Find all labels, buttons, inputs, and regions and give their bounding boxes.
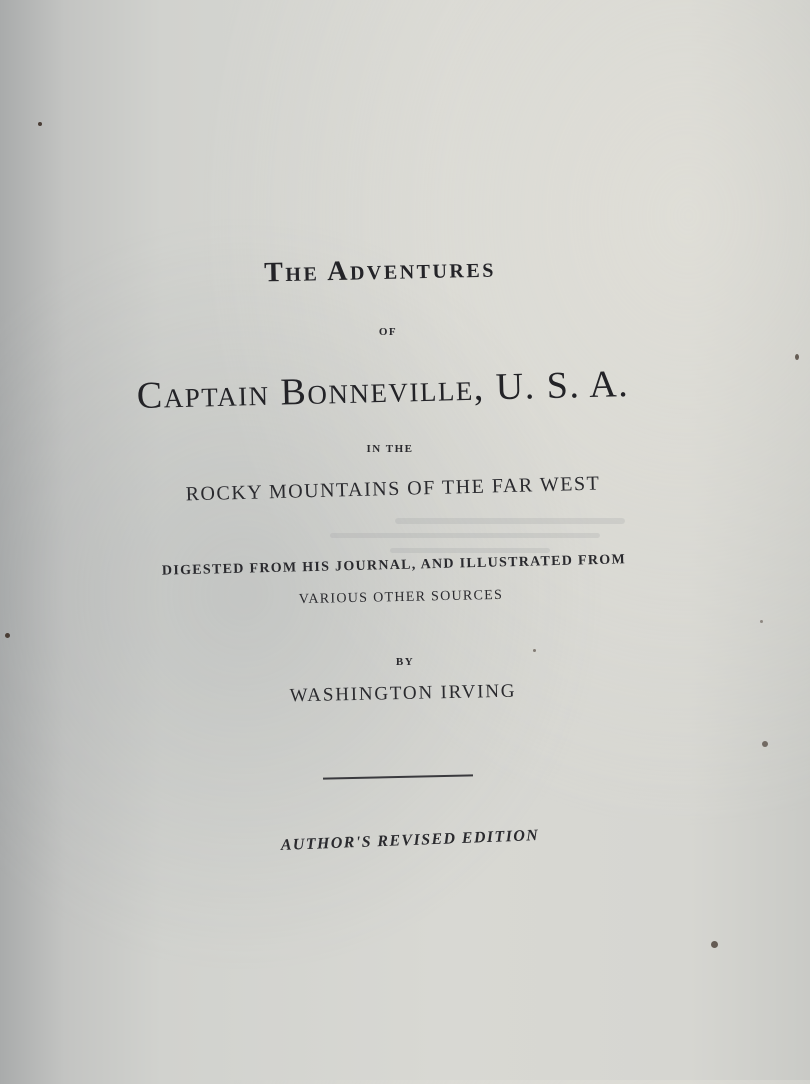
paper-speck (760, 620, 763, 623)
main-title: Captain Bonneville, U. S. A. (136, 362, 630, 418)
in-the-text: IN THE (366, 443, 414, 455)
region-title: ROCKY MOUNTAINS OF THE FAR WEST (185, 472, 601, 506)
author-name: WASHINGTON IRVING (289, 680, 517, 707)
edition-text: AUTHOR'S REVISED EDITION (280, 827, 540, 854)
by-text: BY (395, 656, 415, 668)
paper-speck (533, 649, 536, 652)
of-text: OF (378, 326, 398, 338)
paper-speck (762, 741, 768, 747)
title-line: The Adventures (263, 252, 497, 289)
paper-speck (5, 633, 10, 638)
paper-speck (711, 941, 718, 948)
divider-rule (323, 774, 473, 779)
subtitle-line-1: DIGESTED FROM HIS JOURNAL, AND ILLUSTRATED FROM (161, 552, 627, 579)
paper-speck (38, 122, 42, 126)
paper-speck (795, 354, 799, 360)
subtitle-line-2: VARIOUS OTHER SOURCES (298, 587, 504, 608)
